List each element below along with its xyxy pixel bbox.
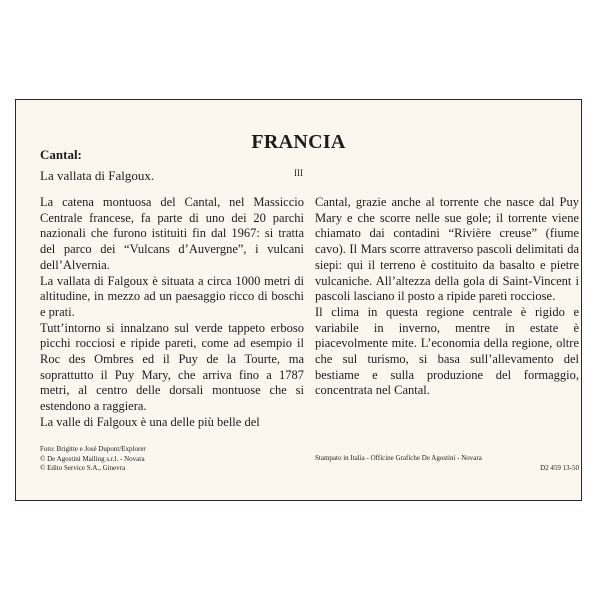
paragraph: La valle di Falgoux è una delle più belle del <box>40 414 260 429</box>
right-text-column <box>315 195 579 399</box>
paragraph: La vallata di Falgoux è situata a circa 1000 metri di altitudine, in mezzo ad un paesaggio ricco di boschi e prati. <box>40 273 304 319</box>
paragraph: Tutt’intorno si innalzano sul verde tappeto erboso picchi rocciosi e ripide pareti, come ad esempio il Roc des Ombres ed il Puy de la Tourte, ma soprattutto il Puy Mary, che arriva fino a 1787 metri, al centro delle dorsali montuose che si estendono a raggiera. <box>40 320 304 414</box>
postcard-back <box>15 99 582 501</box>
product-code: D2 459 13-50 <box>540 463 579 472</box>
paragraph: Cantal, grazie anche al torrente che nasce dal Puy Mary e che scorre nelle sue gole; il torrente viene chiamato dai contadini “Rivière creuse” (fiume cavo). Il Mars scorre attraverso pascoli delimitati da siepi: qui il terreno è costituito da basalto e pietre vulcaniche. All’altezza della gola di Saint-Vincent i pascoli lasciano il posto a ripide pareti rocciose. <box>315 195 579 304</box>
photo-credits <box>40 445 146 474</box>
credit-line: Foto: Brigitte e José Dupont/Explorer <box>40 445 146 453</box>
paragraph: Il clima in questa regione centrale è rigido e variabile in inverno, mentre in estate è piacevolmente mite. L’economia della regione, oltre che sul turismo, si basa sull’allevamento del bestiame e sulla produzione del formaggio, concentrata nel Cantal. <box>315 304 579 398</box>
card-subtitle: La vallata di Falgoux. <box>40 168 155 183</box>
printer-line: Stampato in Italia - Officine Grafiche De Agostini - Novara <box>315 454 482 462</box>
section-number: III <box>294 168 303 178</box>
credit-line: © De Agostini Mailing s.r.l. - Novara <box>40 454 145 463</box>
region-heading: Cantal: <box>40 147 82 162</box>
left-text-column <box>40 195 304 431</box>
paragraph: La catena montuosa del Cantal, nel Massiccio Centrale francese, fa parte di uno dei 20 parchi nazionali che furono istituiti fin dal 1967: si tratta del parco dei “Vulcans d’Auvergne”, i vulcani dell’Alvernia. <box>40 195 304 272</box>
printer-info <box>315 454 579 473</box>
card-title: FRANCIA <box>251 131 346 153</box>
credit-line: © Edito Service S.A., Ginevra <box>40 464 126 472</box>
